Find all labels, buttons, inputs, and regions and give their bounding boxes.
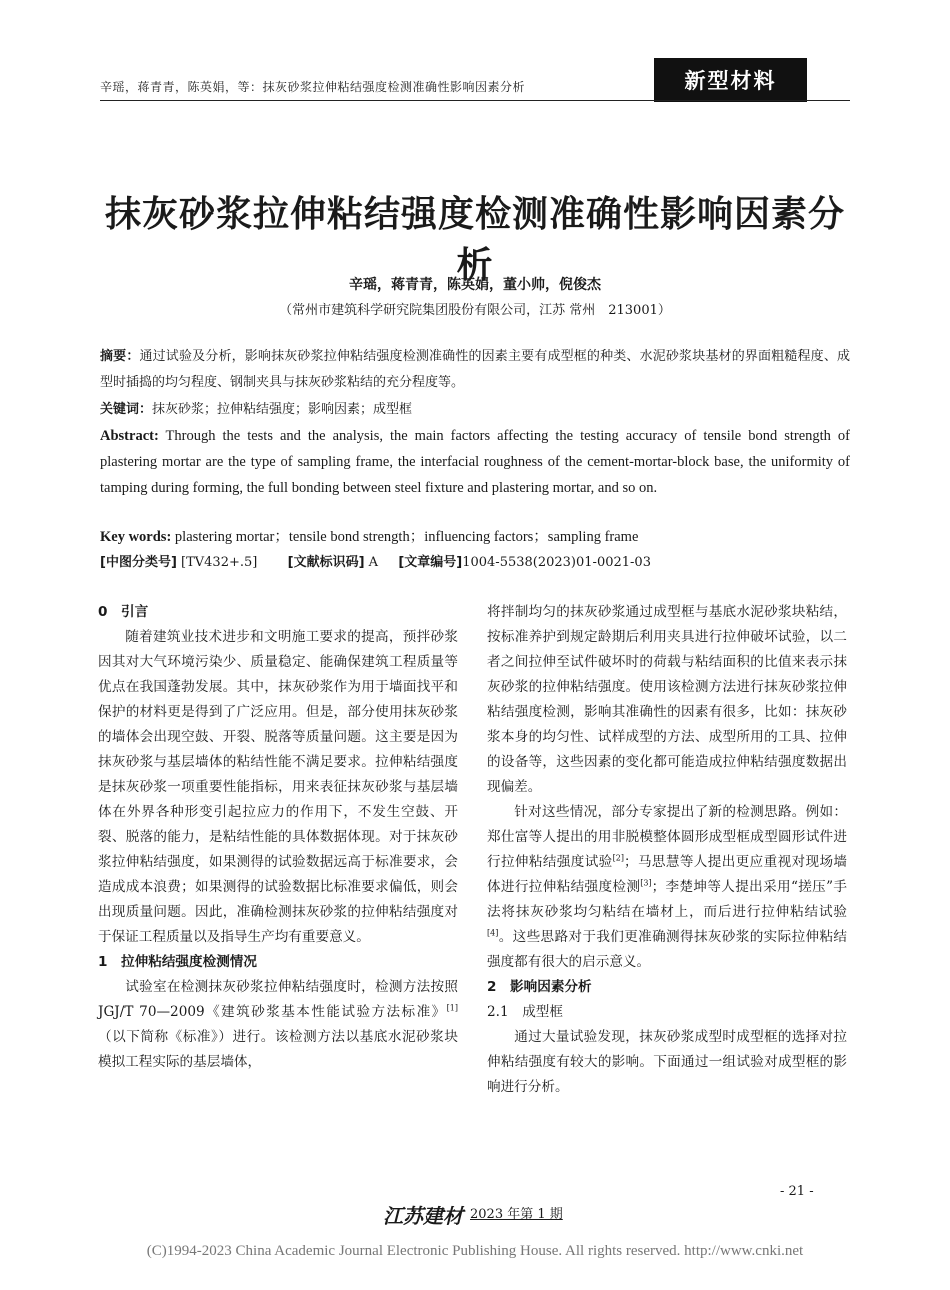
- ideas-text-c: ；李楚坤等人提出采用“搓压”手法将抹灰砂浆均匀粘结在墙材上，而后进行拉伸粘结试验: [487, 879, 848, 920]
- keywords-cn-text: 抹灰砂浆；拉伸粘结强度；影响因素；成型框: [152, 402, 413, 417]
- abstract-cn: [100, 344, 850, 396]
- citation-1[interactable]: [1]: [446, 1003, 458, 1013]
- keywords-cn-label: 关键词：: [100, 402, 153, 417]
- journal-logo: 江苏建材: [383, 1204, 463, 1228]
- ideas-text-a: 针对这些情况，部分专家提出了新的检测思路。例如：郑仕富等人提出的用非脱模整体圆形成型框成型圆形试件进行拉伸粘结强度试验: [487, 804, 847, 870]
- section-1-paragraph: [98, 975, 458, 1075]
- issue-label: 2023 年第 1 期: [470, 1207, 563, 1222]
- section-1-text-a: 试验室在检测抹灰砂浆拉伸粘结强度时，检测方法按照 JGJ/T 70—2009《建筑砂浆基本性能试验方法标准》: [98, 979, 458, 1020]
- right-column: [487, 600, 847, 1100]
- citation-3[interactable]: [3]: [640, 878, 652, 888]
- section-2-1-paragraph: 通过大量试验发现，抹灰砂浆成型时成型框的选择对拉伸粘结强度有较大的影响。下面通过一组试验对成型框的影响进行分析。: [487, 1029, 847, 1095]
- left-column: [98, 600, 458, 1075]
- citation-2[interactable]: [2]: [612, 853, 624, 863]
- abstract-en: [100, 423, 850, 501]
- section-2-1-heading: 2.1 成型框: [487, 1004, 563, 1020]
- citation-4[interactable]: [4]: [487, 928, 499, 938]
- author-list: 辛瑶，蒋青青，陈英娟，董小帅，倪俊杰: [349, 277, 601, 293]
- section-0-paragraph: 随着建筑业技术进步和文明施工要求的提高，预拌砂浆因其对大气环境污染少、质量稳定、能确保建筑工程质量等优点在我国蓬勃发展。其中，抹灰砂浆作为用于墙面找平和保护的材料更是得到了广泛应用。但是，部分使用抹灰砂浆的墙体会出现空鼓、开裂、脱落等质量问题。这主要是因为抹灰砂浆与基层墙体的粘结性能不满足要求。拉伸粘结强度是抹灰砂浆一项重要性能指标，用来表征抹灰砂浆与基层墙体在外界各种形变引起拉应力的作用下，不发生空鼓、开裂、脱落的能力，是粘结性能的具体数据体现。对于抹灰砂浆拉伸粘结强度，如果测得的试验数据远高于标准要求，会造成成本浪费；如果测得的试验数据比标准要求偏低，则会出现质量问题。因此，准确检测抹灰砂浆的拉伸粘结强度对于保证工程质量以及指导生产均有重要意义。: [98, 629, 458, 945]
- classification-line: [100, 550, 850, 576]
- abstract-cn-text: 通过试验及分析，影响抹灰砂浆拉伸粘结强度检测准确性的因素主要有成型框的种类、水泥砂浆块基材的界面粗糙程度、成型时插捣的均匀程度、钢制夹具与抹灰砂浆粘结的充分程度等。: [100, 349, 850, 390]
- ideas-text-b: ；马思慧等人提出更应重视对现场墙体进行拉伸粘结强度检测: [487, 854, 848, 895]
- section-1-text-b: （以下简称《标准》）进行。该检测方法以基底水泥砂浆块模拟工程实际的基层墙体，: [98, 1029, 458, 1070]
- affiliation: （常州市建筑科学研究院集团股份有限公司，江苏 常州 213001）: [279, 303, 671, 318]
- copyright-notice: (C)1994-2023 China Academic Journal Electronic Publishing House. All rights reserved. http://www.cnki.net: [146, 1243, 804, 1259]
- abstract-en-text: Through the tests and the analysis, the main factors affecting the testing accuracy of tensile bond strength of plastering mortar are the type of sampling frame, the interfacial roughness of the cement-mortar-block base, the uniformity of tamping during forming, the full bonding between steel fixture and plastering mortar, and so on.: [100, 428, 850, 496]
- article-number-label: [文章编号]: [398, 555, 463, 570]
- running-title: 辛瑶，蒋青青，陈英娟，等：抹灰砂浆拉伸粘结强度检测准确性影响因素分析: [100, 80, 526, 94]
- ideas-text-d: 。这些思路对于我们更准确测得抹灰砂浆的实际拉伸粘结强度都有很大的启示意义。: [487, 929, 847, 970]
- clc-value: [TV432+.5]: [176, 555, 258, 570]
- section-label: 新型材料: [654, 58, 807, 102]
- keywords-en-text: plastering mortar；tensile bond strength；influencing factors；sampling frame: [171, 529, 639, 545]
- keywords-en-label: Key words:: [100, 529, 172, 545]
- abstract-cn-label: 摘要：: [100, 349, 140, 364]
- section-0-heading: 0 引言: [98, 604, 149, 620]
- article-title: 抹灰砂浆拉伸粘结强度检测准确性影响因素分析: [104, 193, 845, 286]
- doc-code-label: [文献标识码]: [287, 555, 365, 570]
- keywords-en: [100, 524, 850, 550]
- article-number-value: 1004-5538(2023)01-0021-03: [462, 555, 651, 570]
- page-number: - 21 -: [780, 1184, 814, 1199]
- expert-ideas-paragraph: [487, 800, 847, 975]
- section-2-heading: 2 影响因素分析: [487, 979, 592, 995]
- keywords-cn: [100, 397, 850, 423]
- section-1-heading: 1 拉伸粘结强度检测情况: [98, 954, 257, 970]
- clc-label: [中图分类号]: [100, 555, 177, 570]
- doc-code-value: A: [364, 555, 379, 570]
- section-1-continuation: 将拌制均匀的抹灰砂浆通过成型框与基底水泥砂浆块粘结，按标准养护到规定龄期后利用夹具进行拉伸破坏试验，以二者之间拉伸至试件破坏时的荷载与粘结面积的比值来表示抹灰砂浆的拉伸粘结强度。使用该检测方法进行抹灰砂浆拉伸粘结强度检测，影响其准确性的因素有很多，比如：抹灰砂浆本身的均匀性、试样成型的方法、成型所用的工具、拉伸的设备等，这些因素的变化都可能造成拉伸粘结强度数据出现偏差。: [487, 604, 847, 795]
- header-divider: [100, 100, 850, 101]
- abstract-en-label: Abstract:: [100, 428, 159, 444]
